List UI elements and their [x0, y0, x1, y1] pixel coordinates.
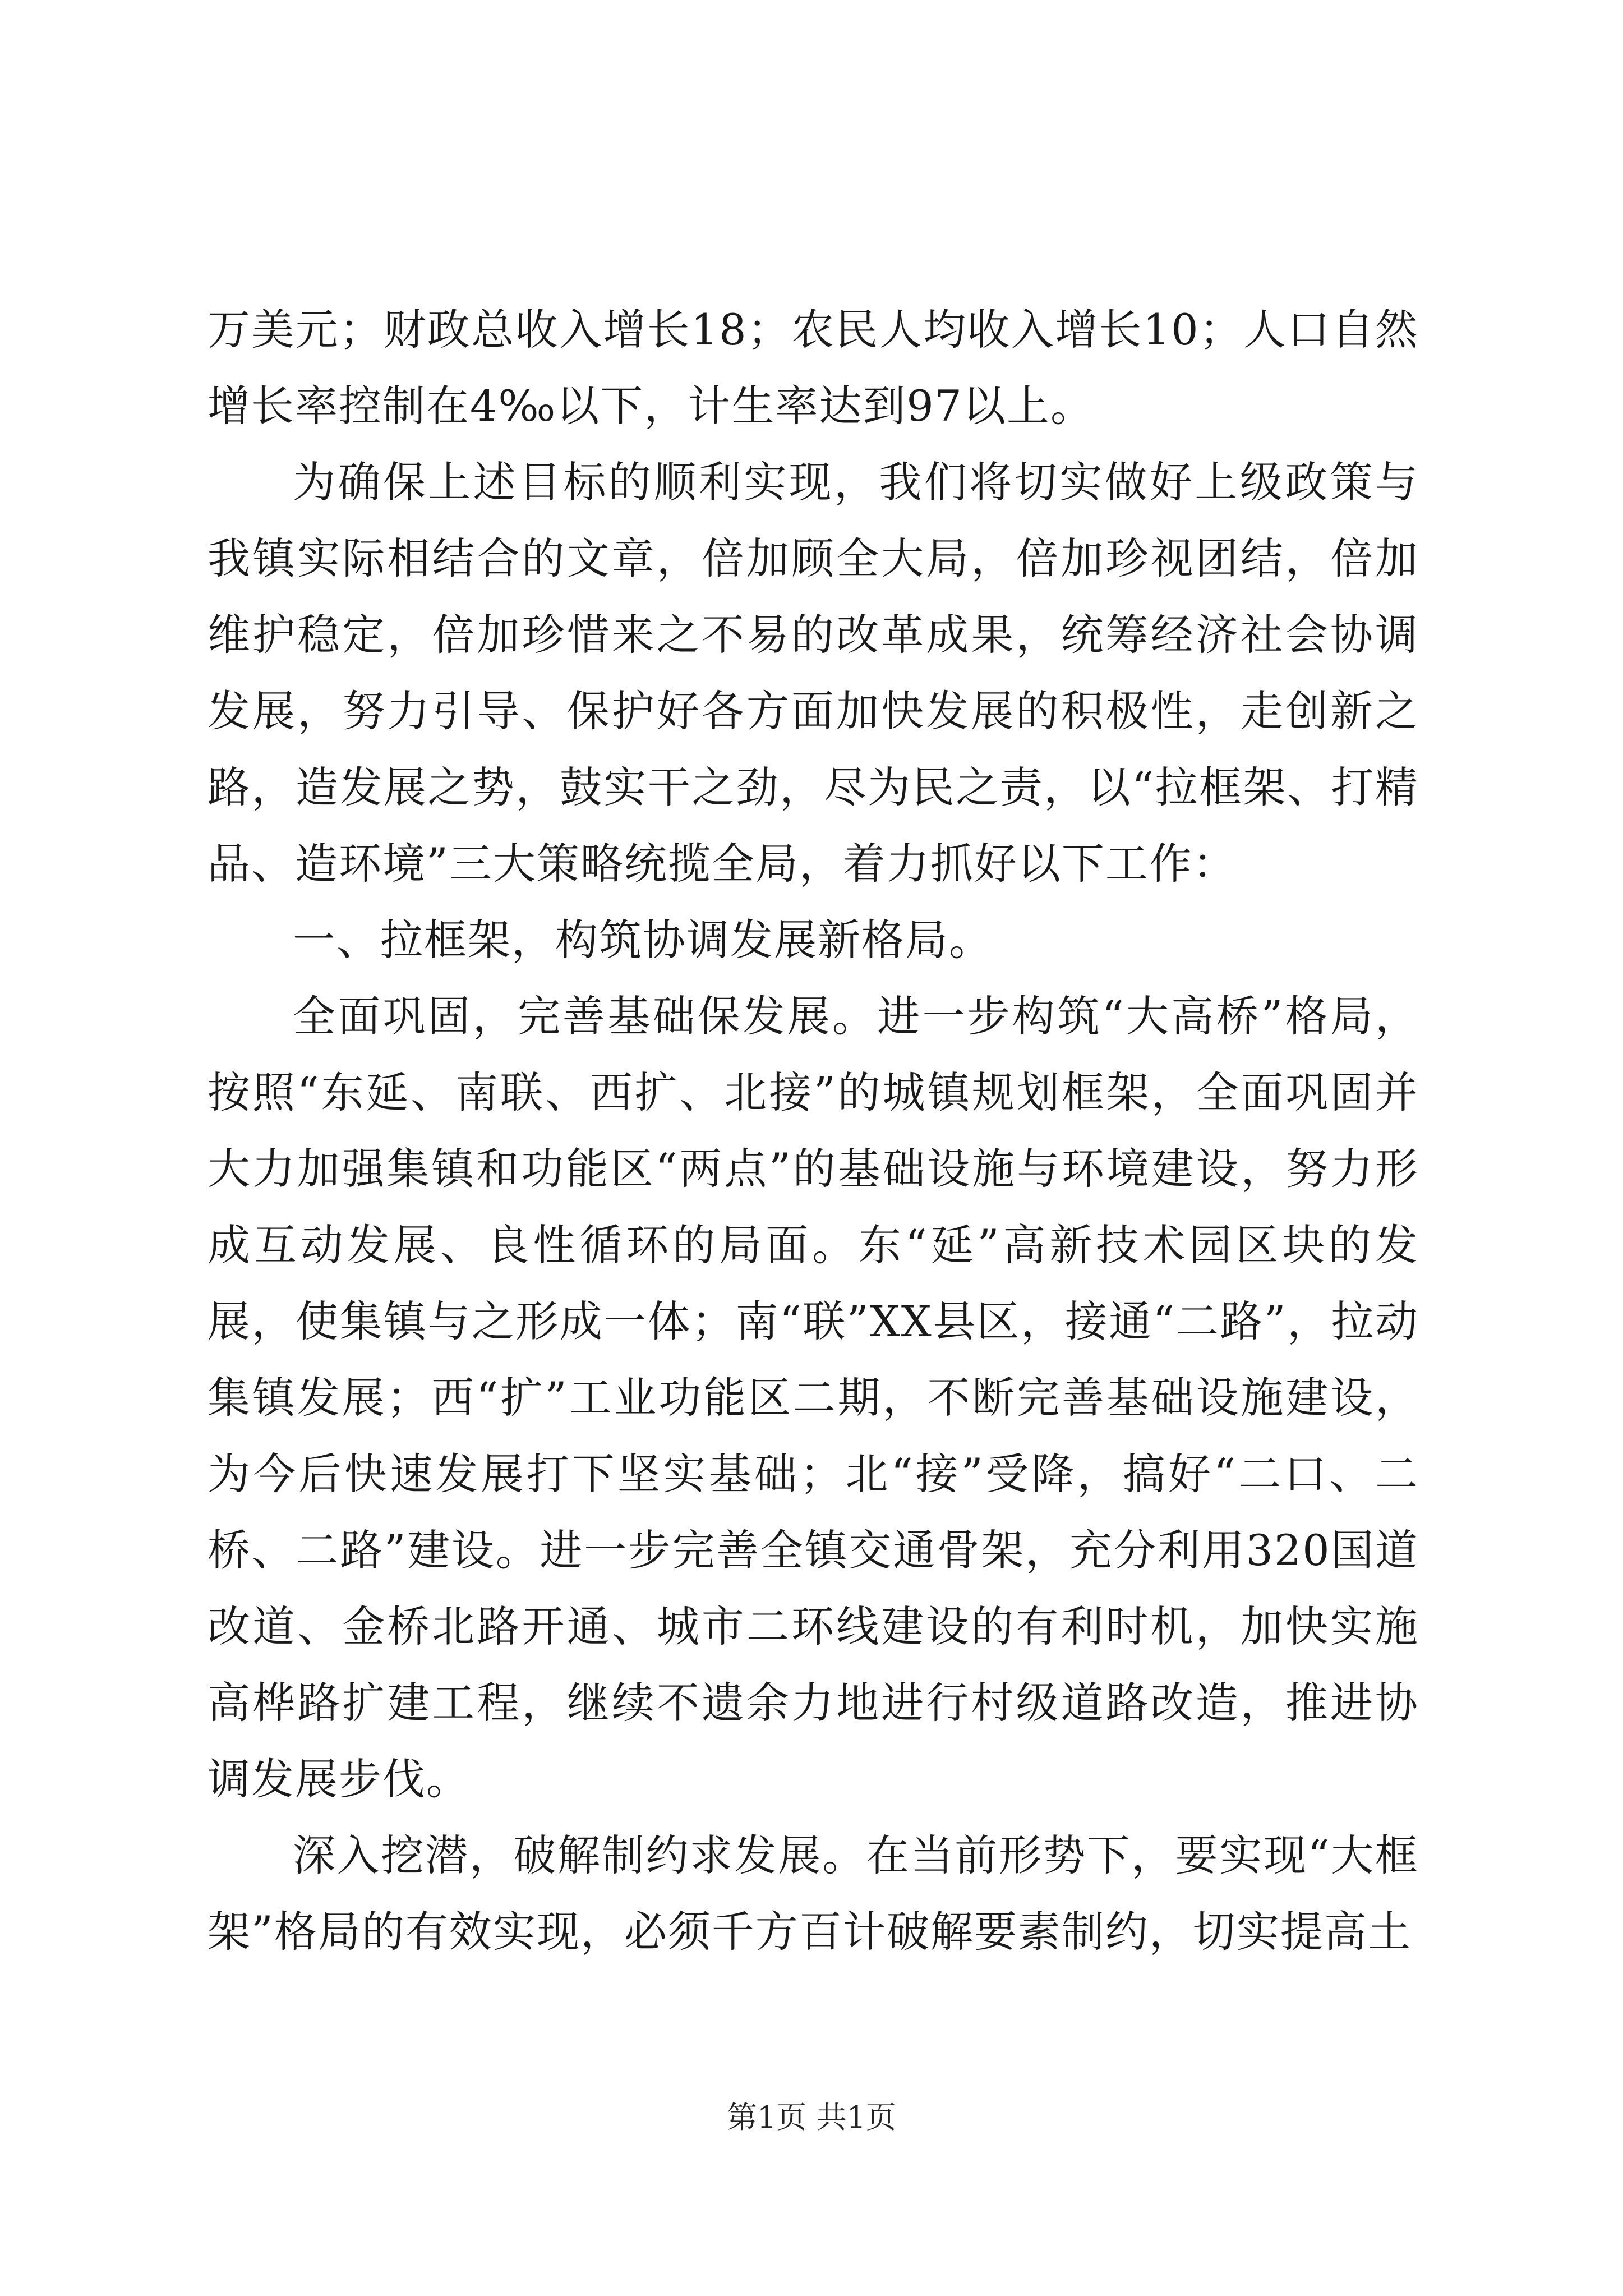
- page-footer: 第1页 共1页: [727, 2100, 896, 2135]
- paragraph-3: 全面巩固，完善基础保发展。进一步构筑“大高桥”格局，按照“东延、南联、西扩、北接”的城镇规划框架，全面巩固并大力加强集镇和功能区“两点”的基础设施与环境建设，努力形成互动发展、良性循环的局面。东“延”高新技术园区块的发展，使集镇与之形成一体；南“联”XX县区，接通“二路”，拉动集镇发展；西“扩”工业功能区二期，不断完善基础设施建设，为今后快速发展打下坚实基础；北“接”受降，搞好“二口、二桥、二路”建设。进一步完善全镇交通骨架，充分利用320国道改道、金桥北路开通、城市二环线建设的有利时机，加快实施高桦路扩建工程，继续不遗余力地进行村级道路改造，推进协调发展步伐。: [208, 991, 1419, 1804]
- paragraph-1: 万美元；财政总收入增长18；农民人均收入增长10；人口自然增长率控制在4‰以下，计生率达到97以上。: [208, 305, 1419, 431]
- section-heading-1: 一、拉框架，构筑协调发展新格局。: [293, 915, 993, 965]
- paragraph-2: 为确保上述目标的顺利实现，我们将切实做好上级政策与我镇实际相结合的文章，倍加顾全大局，倍加珍视团结，倍加维护稳定，倍加珍惜来之不易的改革成果，统筹经济社会协调发展，努力引导、保护好各方面加快发展的积极性，走创新之路，造发展之势，鼓实干之劲，尽为民之责，以“拉框架、打精品、造环境”三大策略统揽全局，着力抓好以下工作：: [208, 457, 1419, 889]
- document-body: [208, 292, 1419, 1970]
- paragraph-4: 深入挖潜，破解制约求发展。在当前形势下，要实现“大框架”格局的有效实现，必须千方百计破解要素制约，切实提高土: [208, 1830, 1419, 1957]
